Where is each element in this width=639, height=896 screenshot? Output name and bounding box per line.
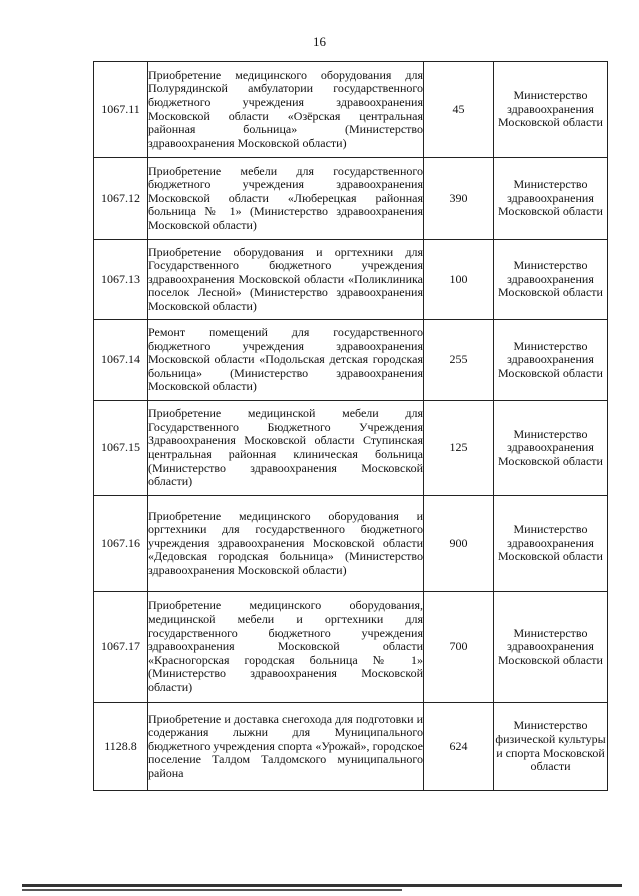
row-description: Приобретение медицинского оборудования для Полурядинской амбулатории государственного бюджетного учреждения здравоохранения Московской области «Озёрская центральная районная больница» (Министерство здравоохранения Московской области) [148,62,424,158]
row-ministry: Министерство здравоохранения Московской области [494,496,608,592]
row-amount: 100 [424,240,494,320]
row-code: 1067.13 [94,240,148,320]
row-description: Приобретение медицинской мебели для Государственного Бюджетного Учреждения Здравоохранения Московской области Ступинская центральная районная клиническая больница (Министерство здравоохранения Московской области) [148,401,424,496]
footer-rule [22,884,622,887]
table-row [94,158,608,240]
row-description: Приобретение и доставка снегохода для подготовки и содержания лыжни для Муниципального бюджетного учреждения спорта «Урожай», городское поселение Талдом Талдомского муниципального района [148,703,424,791]
row-amount: 125 [424,401,494,496]
table-row [94,496,608,592]
row-ministry: Министерство здравоохранения Московской области [494,158,608,240]
row-code: 1067.17 [94,592,148,703]
row-description: Приобретение медицинского оборудования и оргтехники для государственного бюджетного учреждения здравоохранения Московской области «Дедовская городская больница» (Министерство здравоохранения Московской области) [148,496,424,592]
footer-rule-secondary [22,889,402,891]
row-code: 1067.16 [94,496,148,592]
row-amount: 390 [424,158,494,240]
budget-table [93,61,608,791]
table-row [94,401,608,496]
row-ministry: Министерство здравоохранения Московской области [494,592,608,703]
table-row [94,703,608,791]
row-code: 1128.8 [94,703,148,791]
row-description: Приобретение медицинского оборудования, медицинской мебели и оргтехники для государственного бюджетного учреждения здравоохранения Московской области «Красногорская городская больница № 1» (Министерство здравоохранения Московской области) [148,592,424,703]
row-code: 1067.14 [94,320,148,401]
row-ministry: Министерство здравоохранения Московской области [494,401,608,496]
row-description: Приобретение мебели для государственного бюджетного учреждения здравоохранения Московской области «Люберецкая районная больница № 1» (Министерство здравоохранения Московской области) [148,158,424,240]
row-ministry: Министерство здравоохранения Московской области [494,240,608,320]
row-amount: 624 [424,703,494,791]
table-row [94,62,608,158]
table-row [94,320,608,401]
row-description: Приобретение оборудования и оргтехники для Государственного бюджетного учреждения здравоохранения Московской области «Поликлиника поселок Лесной» (Министерство здравоохранения Московской области) [148,240,424,320]
row-amount: 255 [424,320,494,401]
row-code: 1067.11 [94,62,148,158]
row-ministry: Министерство здравоохранения Московской области [494,320,608,401]
row-code: 1067.12 [94,158,148,240]
table-row [94,592,608,703]
row-code: 1067.15 [94,401,148,496]
table-row [94,240,608,320]
row-ministry: Министерство здравоохранения Московской области [494,62,608,158]
row-amount: 45 [424,62,494,158]
row-amount: 900 [424,496,494,592]
row-amount: 700 [424,592,494,703]
row-ministry: Министерство физической культуры и спорта Московской области [494,703,608,791]
page-number: 16 [313,34,326,49]
row-description: Ремонт помещений для государственного бюджетного учреждения здравоохранения Московской области «Подольская детская городская больница» (Министерство здравоохранения Московской области) [148,320,424,401]
